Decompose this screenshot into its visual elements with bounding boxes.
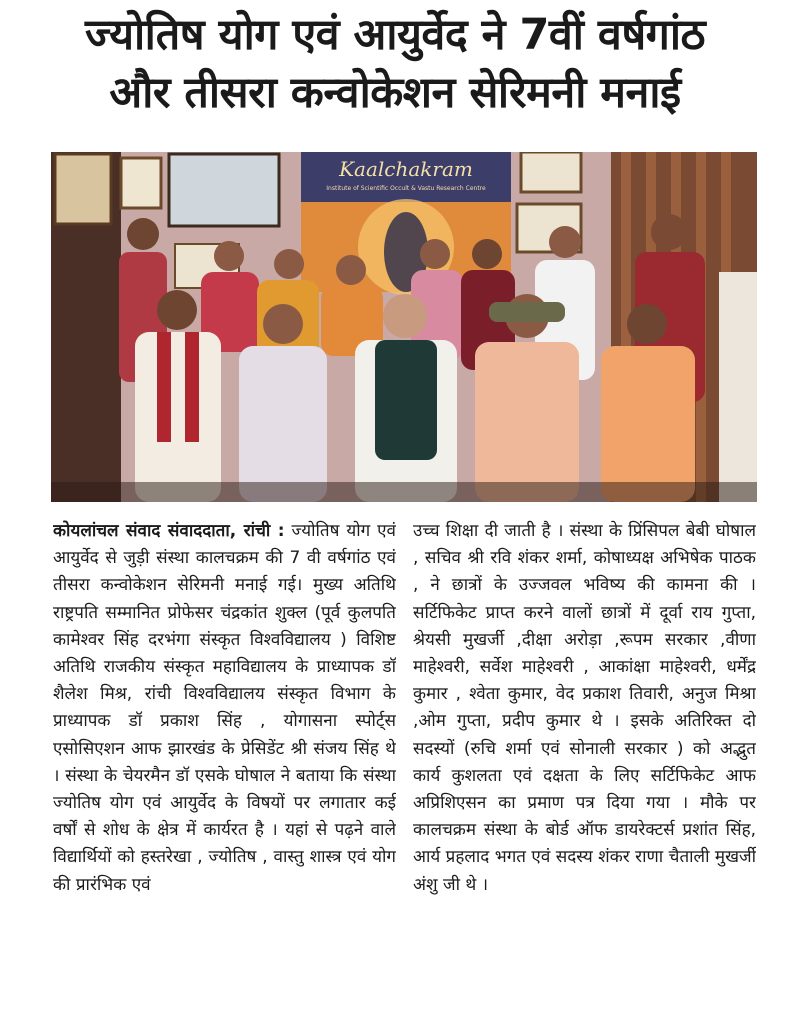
body-text-right: उच्च शिक्षा दी जाती है । संस्था के प्रिंसिपल बेबी घोषाल , सचिव श्री रवि शंकर शर्मा, कोषाध्यक्ष अभिषेक पाठक , ने छात्रों के उज्जवल भविष्य की कामना की । सर्टिफिकेट प्राप्त करने वालों छात्रों में दूर्वा राय गुप्ता, श्रेयसी मुखर्जी ,दीक्षा अरोड़ा ,रूपम सरकार ,वीणा माहेश्वरी, सर्वेश माहेश्वरी , आकांक्षा माहेश्वरी, धर्मेंद्र कुमार , श्वेता कुमार, वेद प्रकाश तिवारी, अनुज मिश्रा ,ओम गुप्ता, प्रदीप कुमार थे । इसके अतिरिक्त दो सदस्यों (रुचि शर्मा एवं सोनाली सरकार ) को अद्भुत कार्य कुशलता एवं दक्षता के लिए सर्टिफिकेट आफ अप्रिशिएसन का प्रमाण पत्र दिया गया । मौके पर कालचक्रम संस्था के बोर्ड ऑफ डायरेक्टर्स प्रशांत सिंह, आर्य प्रहलाद भगत एवं सदस्य शंकर राणा चैताली मुखर्जी अंशु जी थे । <box>413 521 756 895</box>
banner-subtitle: Institute of Scientific Occult & Vastu Research Centre <box>326 185 486 192</box>
headline-line-1: ज्योतिष योग एवं आयुर्वेद ने 7वीं वर्षगांठ <box>84 10 705 60</box>
group-photo <box>51 152 757 502</box>
headline <box>0 6 790 122</box>
dateline: कोयलांचल संवाद संवाददाता, रांची : <box>53 521 285 541</box>
banner-title: Kaalchakram <box>339 157 473 181</box>
article-column-right <box>413 518 756 1018</box>
headline-line-2: और तीसरा कन्वोकेशन सेरिमनी मनाई <box>109 68 681 118</box>
body-text-left: ज्योतिष योग एवं आयुर्वेद से जुड़ी संस्था कालचक्रम की 7 वी वर्षगांठ एवं तीसरा कन्वोकेशन सेरिमनी मनाई गई। मुख्य अतिथि राष्ट्रपति सम्मानित प्रोफेसर चंद्रकांत शुक्ल (पूर्व कुलपति कामेश्वर सिंह दरभंगा संस्कृत विश्वविद्यालय ) विशिष्ट अतिथि राजकीय संस्कृत महाविद्यालय के प्राध्यापक डॉ शैलेश मिश्र, रांची विश्वविद्यालय संस्कृत विभाग के प्राध्यापक डॉ प्रकाश सिंह , योगासना स्पोर्ट्स एसोसिएशन आफ झारखंड के प्रेसिडेंट श्री संजय सिंह थे । संस्था के चेयरमैन डॉ एसके घोषाल ने बताया कि संस्था ज्योतिष योग एवं आयुर्वेद के विषयों पर लगातार कई वर्षों से शोध के क्षेत्र में कार्यरत है । यहां से पढ़ने वाले विद्यार्थियों को हस्तरेखा , ज्योतिष , वास्तु शास्त्र एवं योग की प्रारंभिक एवं <box>53 521 396 895</box>
article-column-left <box>53 518 396 1018</box>
